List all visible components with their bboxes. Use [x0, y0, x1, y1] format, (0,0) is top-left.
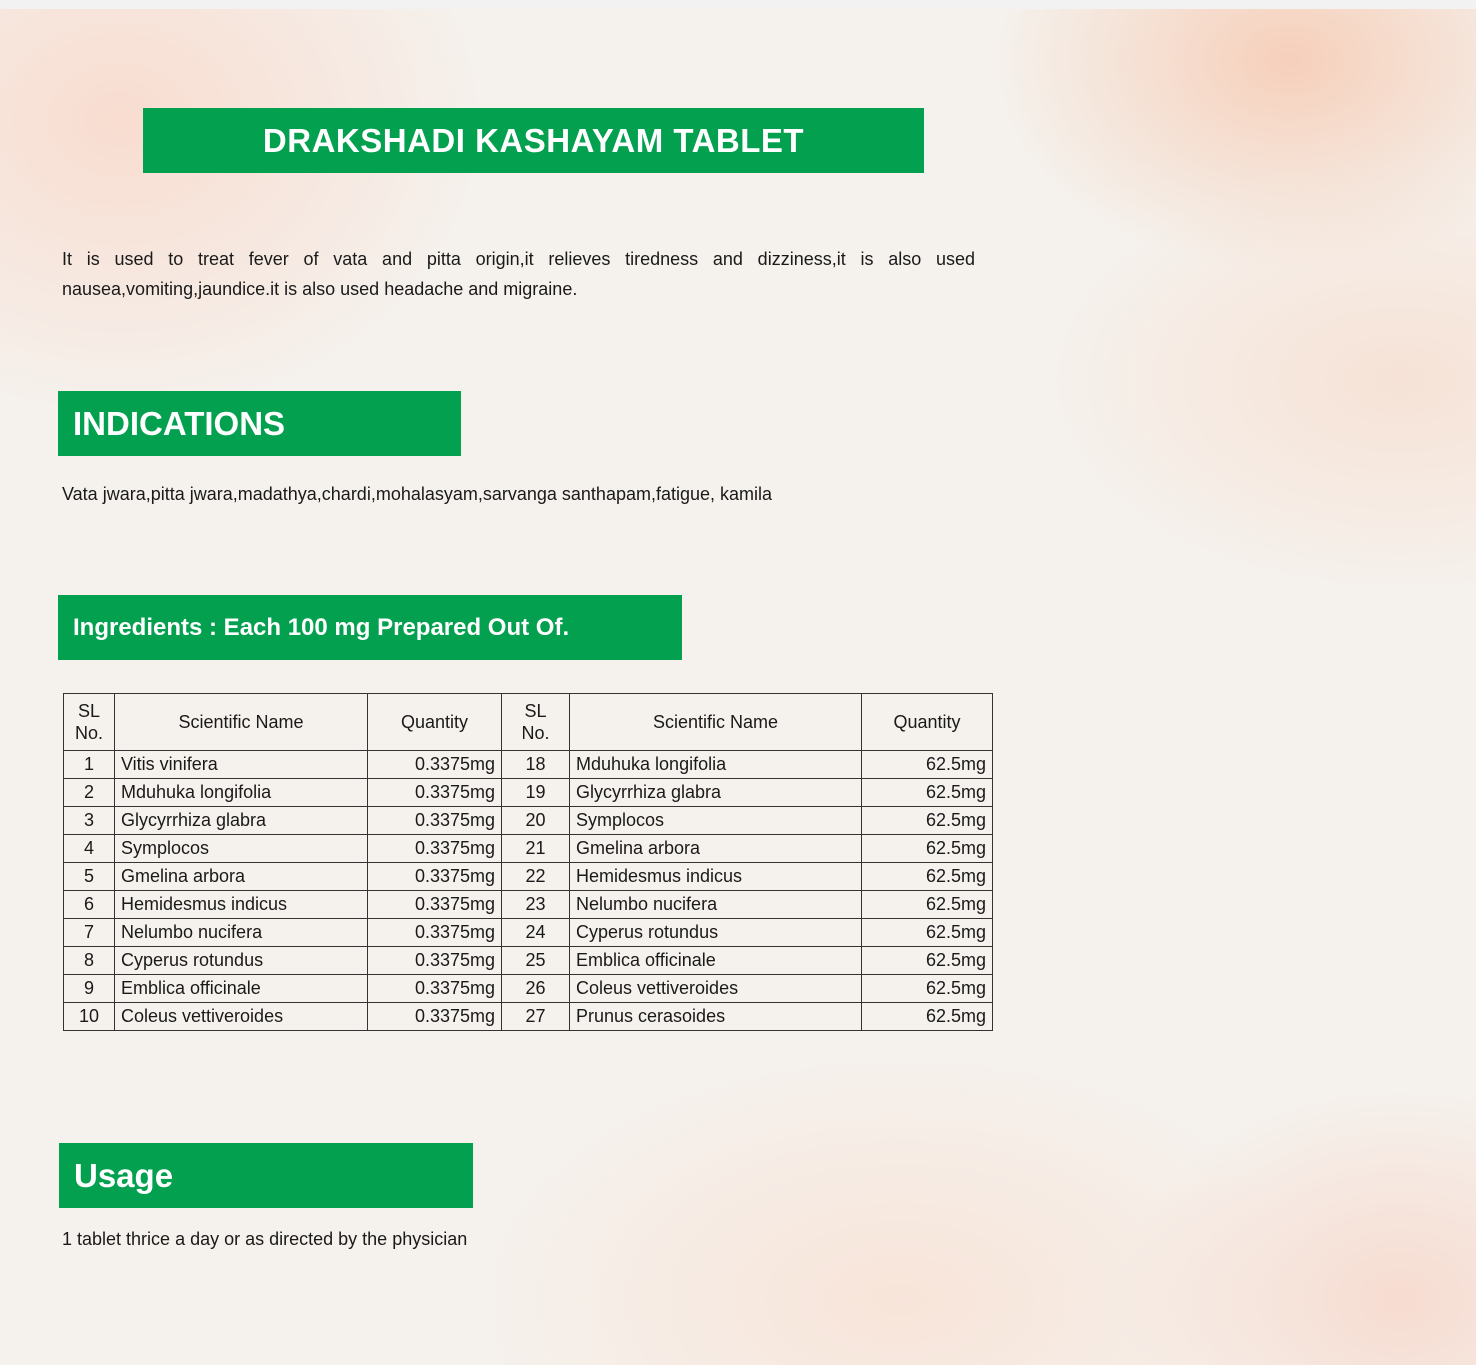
sl-no-header: SL No.: [64, 694, 115, 751]
ingredients-banner: [58, 595, 682, 660]
quantity-cell: 0.3375mg: [368, 751, 502, 779]
table-row: [64, 835, 993, 863]
table-row: [64, 947, 993, 975]
quantity-cell: 0.3375mg: [368, 835, 502, 863]
scientific-name-cell: Prunus cerasoides: [570, 1003, 862, 1031]
indications-banner: [58, 391, 461, 456]
table-row: [64, 779, 993, 807]
quantity-cell: 62.5mg: [862, 751, 993, 779]
scientific-name-cell: Symplocos: [570, 807, 862, 835]
sl-no-cell: 4: [64, 835, 115, 863]
sl-no-header: SL No.: [502, 694, 570, 751]
quantity-cell: 62.5mg: [862, 891, 993, 919]
quantity-cell: 62.5mg: [862, 1003, 993, 1031]
sl-no-cell: 18: [502, 751, 570, 779]
sl-no-cell: 10: [64, 1003, 115, 1031]
quantity-cell: 62.5mg: [862, 779, 993, 807]
sl-no-cell: 24: [502, 919, 570, 947]
table-row: [64, 863, 993, 891]
quantity-cell: 0.3375mg: [368, 807, 502, 835]
top-strip: [0, 0, 1476, 9]
sl-no-cell: 22: [502, 863, 570, 891]
quantity-header: Quantity: [368, 694, 502, 751]
product-title-banner: [143, 108, 924, 173]
sl-no-cell: 25: [502, 947, 570, 975]
indications-heading: INDICATIONS: [73, 404, 286, 442]
usage-banner: [59, 1143, 473, 1208]
quantity-cell: 62.5mg: [862, 947, 993, 975]
quantity-cell: 62.5mg: [862, 835, 993, 863]
usage-text: 1 tablet thrice a day or as directed by the physician: [62, 1229, 468, 1249]
product-title: DRAKSHADI KASHAYAM TABLET: [262, 121, 805, 159]
scientific-name-cell: Nelumbo nucifera: [570, 891, 862, 919]
sl-no-cell: 5: [64, 863, 115, 891]
scientific-name-cell: Mduhuka longifolia: [570, 751, 862, 779]
quantity-cell: 0.3375mg: [368, 947, 502, 975]
quantity-cell: 0.3375mg: [368, 1003, 502, 1031]
scientific-name-cell: Vitis vinifera: [115, 751, 368, 779]
indications-text: Vata jwara,pitta jwara,madathya,chardi,mohalasyam,sarvanga santhapam,fatigue, kamila: [62, 484, 773, 504]
quantity-cell: 0.3375mg: [368, 891, 502, 919]
scientific-name-cell: Gmelina arbora: [570, 835, 862, 863]
scientific-name-cell: Hemidesmus indicus: [115, 891, 368, 919]
sl-no-cell: 7: [64, 919, 115, 947]
scientific-name-cell: Symplocos: [115, 835, 368, 863]
sl-no-cell: 19: [502, 779, 570, 807]
scientific-name-cell: Gmelina arbora: [115, 863, 368, 891]
sl-no-cell: 3: [64, 807, 115, 835]
scientific-name-cell: Nelumbo nucifera: [115, 919, 368, 947]
table-row: [64, 751, 993, 779]
sl-no-cell: 8: [64, 947, 115, 975]
sl-no-cell: 20: [502, 807, 570, 835]
scientific-name-cell: Hemidesmus indicus: [570, 863, 862, 891]
scientific-name-cell: Mduhuka longifolia: [115, 779, 368, 807]
table-row: [64, 891, 993, 919]
ingredients-table: [63, 693, 993, 1031]
scientific-name-cell: Coleus vettiveroides: [570, 975, 862, 1003]
quantity-cell: 62.5mg: [862, 807, 993, 835]
table-row: [64, 919, 993, 947]
sl-no-cell: 27: [502, 1003, 570, 1031]
scientific-name-cell: Glycyrrhiza glabra: [115, 807, 368, 835]
sl-no-cell: 23: [502, 891, 570, 919]
sl-no-cell: 2: [64, 779, 115, 807]
quantity-cell: 62.5mg: [862, 863, 993, 891]
sl-no-cell: 21: [502, 835, 570, 863]
table-row: [64, 975, 993, 1003]
quantity-cell: 0.3375mg: [368, 863, 502, 891]
quantity-header: Quantity: [862, 694, 993, 751]
sl-no-cell: 6: [64, 891, 115, 919]
scientific-name-cell: Emblica officinale: [570, 947, 862, 975]
quantity-cell: 62.5mg: [862, 919, 993, 947]
sl-no-cell: 9: [64, 975, 115, 1003]
table-row: [64, 807, 993, 835]
scientific-name-header: Scientific Name: [570, 694, 862, 751]
quantity-cell: 0.3375mg: [368, 919, 502, 947]
product-description: It is used to treat fever of vata and pitta origin,it relieves tiredness and dizziness,it is also used nausea,vomiting,jaundice.it is also used headache and migraine.: [62, 249, 975, 299]
scientific-name-cell: Cyperus rotundus: [115, 947, 368, 975]
sl-no-cell: 1: [64, 751, 115, 779]
quantity-cell: 62.5mg: [862, 975, 993, 1003]
table-header-row: [64, 694, 993, 751]
table-row: [64, 1003, 993, 1031]
scientific-name-cell: Glycyrrhiza glabra: [570, 779, 862, 807]
quantity-cell: 0.3375mg: [368, 975, 502, 1003]
scientific-name-header: Scientific Name: [115, 694, 368, 751]
scientific-name-cell: Emblica officinale: [115, 975, 368, 1003]
scientific-name-cell: Cyperus rotundus: [570, 919, 862, 947]
usage-heading: Usage: [74, 1156, 174, 1194]
ingredients-heading: Ingredients : Each 100 mg Prepared Out Of.: [73, 613, 570, 641]
sl-no-cell: 26: [502, 975, 570, 1003]
quantity-cell: 0.3375mg: [368, 779, 502, 807]
scientific-name-cell: Coleus vettiveroides: [115, 1003, 368, 1031]
